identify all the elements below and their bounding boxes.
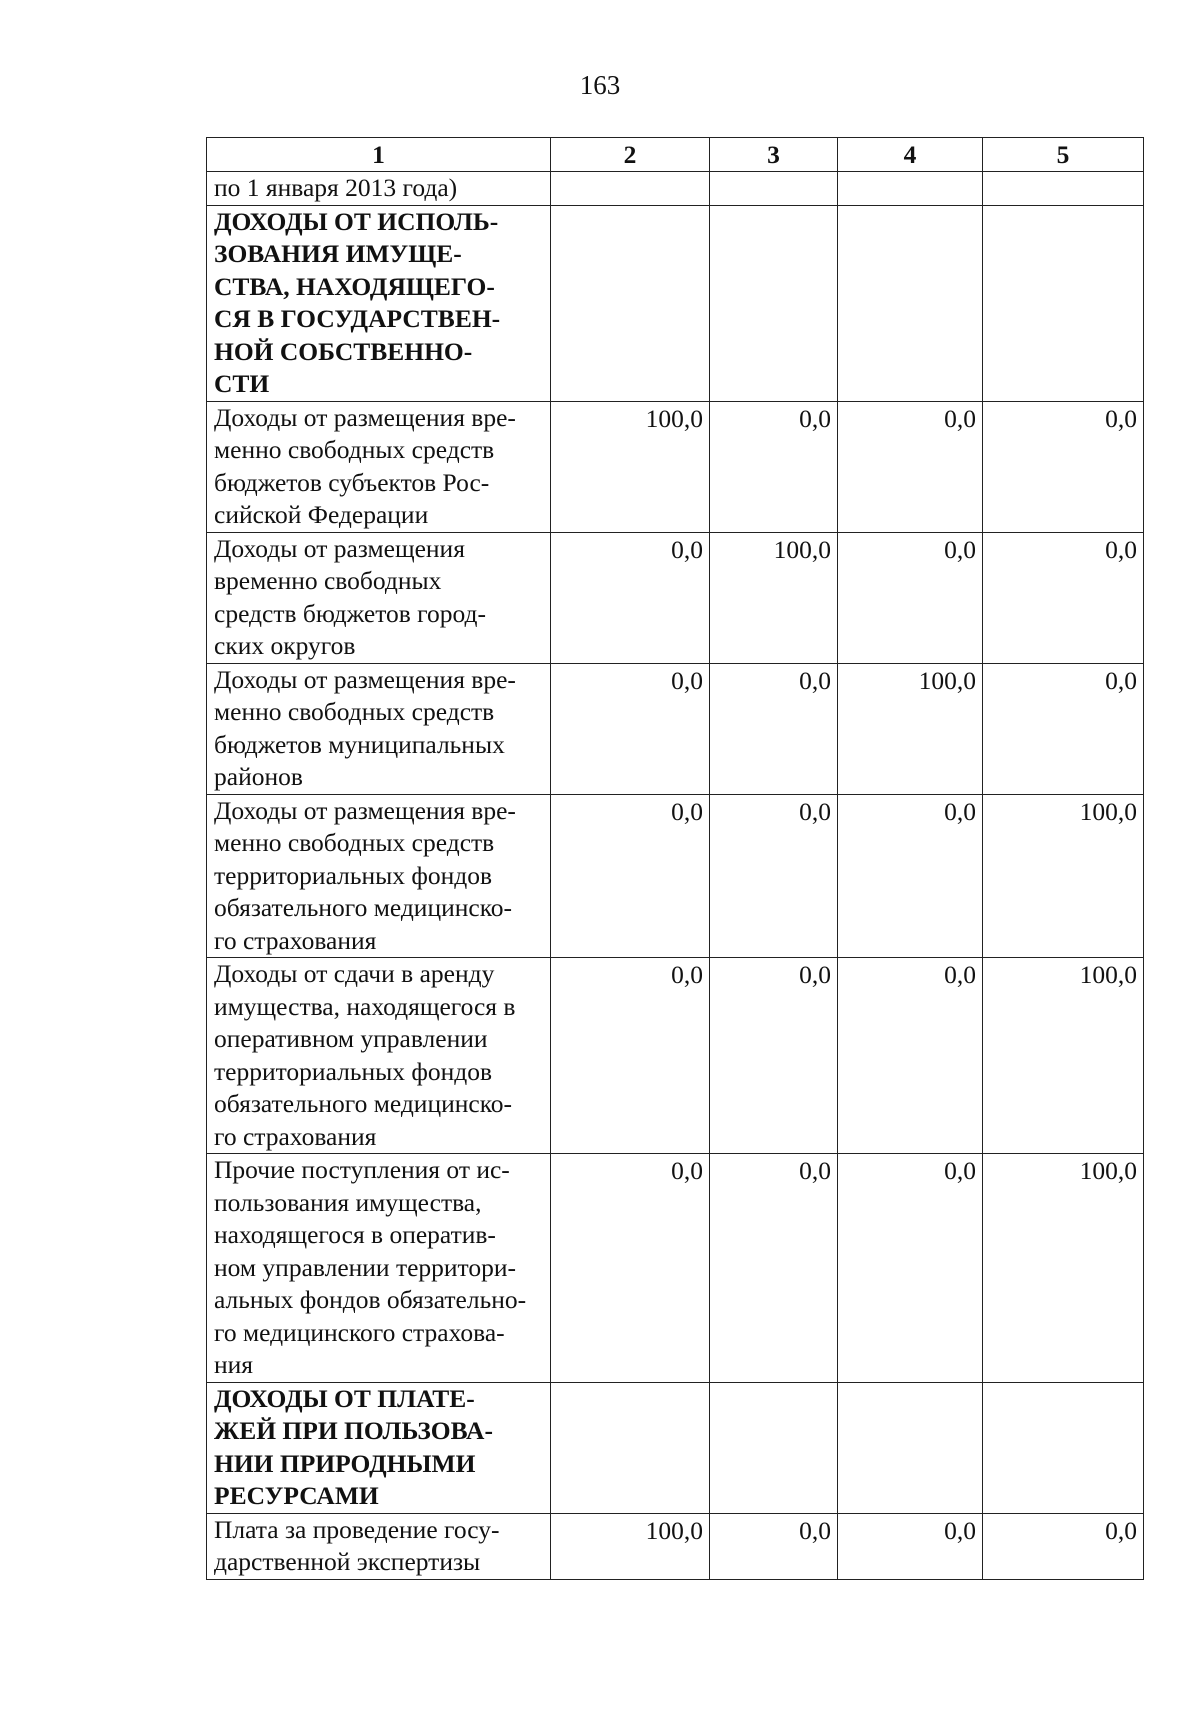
value-cell: [983, 1382, 1144, 1513]
value-cell: 0,0: [551, 663, 710, 794]
table-row: [207, 794, 1144, 958]
page-number: 163: [579, 70, 621, 100]
column-header: 4: [838, 138, 983, 172]
column-header: 1: [207, 138, 551, 172]
value-cell: 100,0: [551, 401, 710, 532]
section-heading: ДОХОДЫ ОТ ПЛАТЕ- ЖЕЙ ПРИ ПОЛЬЗОВА- НИИ ПРИРОДНЫМИ РЕСУРСАМИ: [207, 1382, 551, 1513]
table-row: [207, 1382, 1144, 1513]
budget-allocation-table: [206, 137, 1144, 1580]
income-item-label: Доходы от размещения вре- менно свободных средств территориальных фондов обязательного медицинско- го страхования: [207, 794, 551, 958]
value-cell: [551, 172, 710, 206]
income-item-label: Доходы от размещения временно свободных средств бюджетов город- ских округов: [207, 532, 551, 663]
table-row: [207, 663, 1144, 794]
column-header: 5: [983, 138, 1144, 172]
value-cell: [983, 205, 1144, 401]
column-header: 2: [551, 138, 710, 172]
value-cell: 0,0: [710, 401, 838, 532]
value-cell: 0,0: [838, 1513, 983, 1579]
value-cell: 0,0: [983, 663, 1144, 794]
income-item-label: Доходы от размещения вре- менно свободных средств бюджетов субъектов Рос- сийской Федерации: [207, 401, 551, 532]
section-heading: ДОХОДЫ ОТ ИСПОЛЬ- ЗОВАНИЯ ИМУЩЕ- СТВА, НАХОДЯЩЕГО- СЯ В ГОСУДАРСТВЕН- НОЙ СОБСТВЕННО- СТИ: [207, 205, 551, 401]
value-cell: 0,0: [838, 1154, 983, 1383]
value-cell: 0,0: [710, 1513, 838, 1579]
value-cell: 0,0: [838, 532, 983, 663]
value-cell: 0,0: [551, 1154, 710, 1383]
table-row: [207, 401, 1144, 532]
table-row: [207, 532, 1144, 663]
table-row: [207, 1513, 1144, 1579]
value-cell: 0,0: [710, 1154, 838, 1383]
income-item-label: Прочие поступления от ис- пользования имущества, находящегося в оператив- ном управлении территори- альных фондов обязательно- го медицинского страхова- ния: [207, 1154, 551, 1383]
income-item-label: Плата за проведение госу- дарственной экспертизы: [207, 1513, 551, 1579]
table-row: [207, 172, 1144, 206]
income-item-label: Доходы от размещения вре- менно свободных средств бюджетов муниципальных районов: [207, 663, 551, 794]
table-row: [207, 205, 1144, 401]
column-header: 3: [710, 138, 838, 172]
value-cell: 0,0: [983, 401, 1144, 532]
value-cell: 0,0: [983, 532, 1144, 663]
value-cell: 0,0: [551, 532, 710, 663]
value-cell: [838, 205, 983, 401]
value-cell: [710, 172, 838, 206]
value-cell: 100,0: [983, 794, 1144, 958]
value-cell: 0,0: [983, 1513, 1144, 1579]
value-cell: [551, 205, 710, 401]
value-cell: 100,0: [983, 958, 1144, 1154]
value-cell: 100,0: [838, 663, 983, 794]
table-header-row: [207, 138, 1144, 172]
value-cell: [710, 1382, 838, 1513]
value-cell: 0,0: [710, 794, 838, 958]
value-cell: 0,0: [710, 958, 838, 1154]
value-cell: 0,0: [838, 401, 983, 532]
table-row: [207, 958, 1144, 1154]
value-cell: 0,0: [551, 794, 710, 958]
value-cell: 0,0: [710, 663, 838, 794]
value-cell: [838, 1382, 983, 1513]
value-cell: [710, 205, 838, 401]
value-cell: [983, 172, 1144, 206]
value-cell: 0,0: [551, 958, 710, 1154]
value-cell: 100,0: [551, 1513, 710, 1579]
value-cell: 0,0: [838, 794, 983, 958]
value-cell: [838, 172, 983, 206]
table-row: [207, 1154, 1144, 1383]
value-cell: 0,0: [838, 958, 983, 1154]
value-cell: [551, 1382, 710, 1513]
value-cell: 100,0: [983, 1154, 1144, 1383]
income-item-label: Доходы от сдачи в аренду имущества, находящегося в оперативном управлении территориальных фондов обязательного медицинско- го страхования: [207, 958, 551, 1154]
value-cell: 100,0: [710, 532, 838, 663]
income-item-label: по 1 января 2013 года): [207, 172, 551, 206]
